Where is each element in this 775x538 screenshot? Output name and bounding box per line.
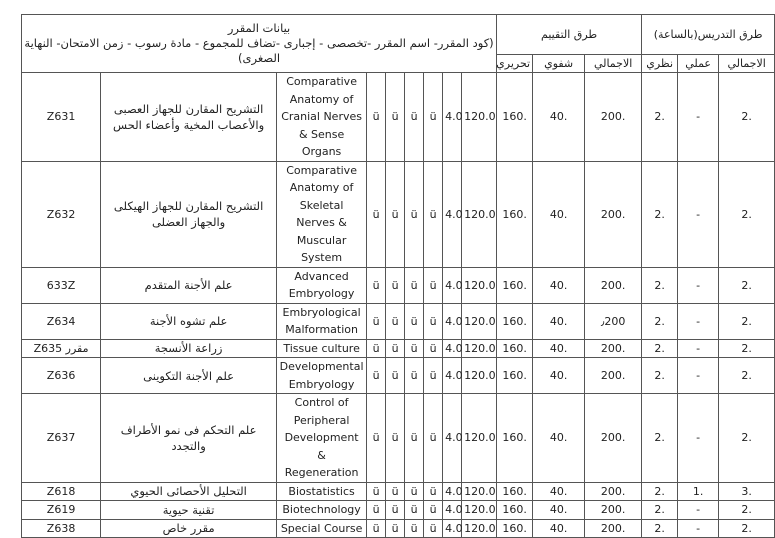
teach-total-cell: 2.: [719, 303, 775, 339]
exam-time-cell: 4.0: [443, 394, 462, 483]
course-name-en: Embryological Malformation: [277, 303, 367, 339]
course-name-ar: علم الأجنة التكوينى: [101, 358, 277, 394]
check-cell: ü: [405, 501, 424, 520]
check-cell: ü: [367, 339, 386, 358]
course-name-ar: تقنية حيوية: [101, 501, 277, 520]
course-code: Z638: [22, 519, 101, 538]
teach-total-cell: 2.: [719, 501, 775, 520]
check-cell: ü: [424, 161, 443, 267]
course-name-en: Advanced Embryology: [277, 267, 367, 303]
course-code: Z618: [22, 482, 101, 501]
evaluation-label: طرق التقييم: [541, 28, 598, 41]
theory-cell: 2.: [642, 73, 678, 162]
eval-total-header: الاجمالي: [585, 55, 642, 73]
exam-time-cell: 4.0: [443, 267, 462, 303]
check-cell: ü: [367, 394, 386, 483]
table-row: [22, 501, 775, 520]
table-row: [22, 303, 775, 339]
course-code: Z631: [22, 73, 101, 162]
exam-time-cell: 4.0: [443, 303, 462, 339]
check-cell: ü: [424, 519, 443, 538]
oral-cell: 40.: [533, 161, 585, 267]
oral-cell: 40.: [533, 482, 585, 501]
teach-total-cell: 2.: [719, 394, 775, 483]
teaching-header: [642, 15, 775, 55]
table-row: [22, 267, 775, 303]
check-cell: ü: [405, 303, 424, 339]
table-row: [22, 519, 775, 538]
practical-cell: -: [678, 73, 719, 162]
exam-time-cell: 4.0: [443, 482, 462, 501]
check-cell: ü: [405, 267, 424, 303]
theory-cell: 2.: [642, 394, 678, 483]
course-name-en: Biotechnology: [277, 501, 367, 520]
check-cell: ü: [386, 358, 405, 394]
check-cell: ü: [386, 161, 405, 267]
exam-time-cell: 4.0: [443, 501, 462, 520]
check-cell: ü: [386, 267, 405, 303]
practical-cell: -: [678, 339, 719, 358]
course-name-ar: التشريح المقارن للجهاز الهيكلى والجهاز العضلى: [101, 161, 277, 267]
course-table: [21, 14, 775, 538]
written-cell: 160.: [497, 267, 533, 303]
theory-cell: 2.: [642, 161, 678, 267]
eval-total-cell: 200.: [585, 267, 642, 303]
check-cell: ü: [405, 161, 424, 267]
practical-header: عملي: [678, 55, 719, 73]
eval-total-cell: 200.: [585, 482, 642, 501]
oral-cell: 40.: [533, 394, 585, 483]
theory-cell: 2.: [642, 267, 678, 303]
min-score-cell: 120.0: [462, 303, 497, 339]
teach-total-cell: 2.: [719, 358, 775, 394]
check-cell: ü: [386, 501, 405, 520]
check-cell: ü: [386, 519, 405, 538]
teach-total-cell: 3.: [719, 482, 775, 501]
course-name-ar: علم التحكم فى نمو الأطراف والتجدد: [101, 394, 277, 483]
practical-cell: -: [678, 394, 719, 483]
eval-total-cell: 200.: [585, 339, 642, 358]
check-cell: ü: [424, 482, 443, 501]
check-cell: ü: [405, 394, 424, 483]
course-name-ar: مقرر خاص: [101, 519, 277, 538]
course-name-en: Developmental Embryology: [277, 358, 367, 394]
oral-cell: 40.: [533, 339, 585, 358]
min-score-cell: 120.0: [462, 501, 497, 520]
written-cell: 160.: [497, 161, 533, 267]
course-code: Z636: [22, 358, 101, 394]
oral-header: شفوي: [533, 55, 585, 73]
check-cell: ü: [367, 482, 386, 501]
course-code: Z632: [22, 161, 101, 267]
eval-total-cell: ٫200: [585, 303, 642, 339]
practical-cell: -: [678, 303, 719, 339]
evaluation-header: [497, 15, 642, 55]
course-name-en: Tissue culture: [277, 339, 367, 358]
practical-cell: -: [678, 161, 719, 267]
min-score-cell: 120.0: [462, 394, 497, 483]
oral-cell: 40.: [533, 303, 585, 339]
eval-total-cell: 200.: [585, 73, 642, 162]
written-cell: 160.: [497, 73, 533, 162]
teach-total-cell: 2.: [719, 339, 775, 358]
check-cell: ü: [405, 358, 424, 394]
check-cell: ü: [405, 73, 424, 162]
oral-cell: 40.: [533, 501, 585, 520]
check-cell: ü: [424, 303, 443, 339]
oral-cell: 40.: [533, 358, 585, 394]
check-cell: ü: [405, 339, 424, 358]
course-name-en: Biostatistics: [277, 482, 367, 501]
written-cell: 160.: [497, 303, 533, 339]
oral-cell: 40.: [533, 267, 585, 303]
teaching-label: طرق التدريس(بالساعة): [653, 28, 763, 41]
exam-time-cell: 4.0: [443, 519, 462, 538]
eval-total-cell: 200.: [585, 358, 642, 394]
check-cell: ü: [424, 501, 443, 520]
course-code: Z637: [22, 394, 101, 483]
min-score-cell: 120.0: [462, 339, 497, 358]
theory-cell: 2.: [642, 501, 678, 520]
eval-total-cell: 200.: [585, 501, 642, 520]
theory-header: نظري: [642, 55, 678, 73]
course-header: [22, 15, 497, 73]
oral-cell: 40.: [533, 519, 585, 538]
check-cell: ü: [367, 267, 386, 303]
written-cell: 160.: [497, 501, 533, 520]
practical-cell: 1.: [678, 482, 719, 501]
course-title: بيانات المقرر: [227, 21, 291, 35]
check-cell: ü: [424, 267, 443, 303]
check-cell: ü: [405, 482, 424, 501]
course-code: Z619: [22, 501, 101, 520]
theory-cell: 2.: [642, 482, 678, 501]
teach-total-cell: 2.: [719, 73, 775, 162]
course-name-ar: علم تشوه الأجنة: [101, 303, 277, 339]
course-code: Z634: [22, 303, 101, 339]
eval-total-cell: 200.: [585, 394, 642, 483]
practical-cell: -: [678, 267, 719, 303]
table-row: [22, 482, 775, 501]
check-cell: ü: [424, 394, 443, 483]
check-cell: ü: [424, 73, 443, 162]
course-name-en: Control of Peripheral Development & Regeneration: [277, 394, 367, 483]
written-cell: 160.: [497, 394, 533, 483]
exam-time-cell: 4.0: [443, 161, 462, 267]
min-score-cell: 120.0: [462, 267, 497, 303]
table-row: [22, 73, 775, 162]
practical-cell: -: [678, 501, 719, 520]
teach-total-cell: 2.: [719, 161, 775, 267]
check-cell: ü: [424, 358, 443, 394]
check-cell: ü: [367, 303, 386, 339]
exam-time-cell: 4.0: [443, 73, 462, 162]
course-name-ar: زراعة الأنسجة: [101, 339, 277, 358]
check-cell: ü: [386, 482, 405, 501]
check-cell: ü: [386, 73, 405, 162]
course-name-en: Comparative Anatomy of Cranial Nerves & Sense Organs: [277, 73, 367, 162]
course-code: Z635 مقرر: [22, 339, 101, 358]
min-score-cell: 120.0: [462, 73, 497, 162]
exam-time-cell: 4.0: [443, 339, 462, 358]
check-cell: ü: [367, 519, 386, 538]
check-cell: ü: [367, 161, 386, 267]
oral-cell: 40.: [533, 73, 585, 162]
written-cell: 160.: [497, 519, 533, 538]
course-name-ar: التشريح المقارن للجهاز العصبى والأعصاب المخية وأعضاء الحس: [101, 73, 277, 162]
min-score-cell: 120.0: [462, 482, 497, 501]
course-code: 633Z: [22, 267, 101, 303]
theory-cell: 2.: [642, 303, 678, 339]
table-row: [22, 394, 775, 483]
theory-cell: 2.: [642, 519, 678, 538]
course-name-ar: علم الأجنة المتقدم: [101, 267, 277, 303]
teach-total-cell: 2.: [719, 267, 775, 303]
theory-cell: 2.: [642, 358, 678, 394]
table-row: [22, 339, 775, 358]
practical-cell: -: [678, 519, 719, 538]
eval-total-cell: 200.: [585, 519, 642, 538]
course-name-en: Special Course: [277, 519, 367, 538]
written-cell: 160.: [497, 482, 533, 501]
teach-total-cell: 2.: [719, 519, 775, 538]
table-row: [22, 358, 775, 394]
theory-cell: 2.: [642, 339, 678, 358]
min-score-cell: 120.0: [462, 519, 497, 538]
check-cell: ü: [367, 73, 386, 162]
written-cell: 160.: [497, 339, 533, 358]
exam-time-cell: 4.0: [443, 358, 462, 394]
min-score-cell: 120.0: [462, 358, 497, 394]
min-score-cell: 120.0: [462, 161, 497, 267]
check-cell: ü: [424, 339, 443, 358]
written-cell: 160.: [497, 358, 533, 394]
check-cell: ü: [405, 519, 424, 538]
check-cell: ü: [386, 339, 405, 358]
check-cell: ü: [367, 501, 386, 520]
table-row: [22, 161, 775, 267]
check-cell: ü: [386, 394, 405, 483]
practical-cell: -: [678, 358, 719, 394]
check-cell: ü: [367, 358, 386, 394]
course-name-ar: التحليل الأحصائى الحيوي: [101, 482, 277, 501]
eval-total-cell: 200.: [585, 161, 642, 267]
course-name-en: Comparative Anatomy of Skeletal Nerves & Muscular System: [277, 161, 367, 267]
course-description: (كود المقرر- اسم المقرر -تخصصى - إجبارى -تضاف للمجموع - مادة رسوب - زمن الامتحان- النهاية الصغرى): [24, 36, 494, 65]
check-cell: ü: [386, 303, 405, 339]
written-header: تحريري: [497, 55, 533, 73]
teach-total-header: الاجمالي: [719, 55, 775, 73]
